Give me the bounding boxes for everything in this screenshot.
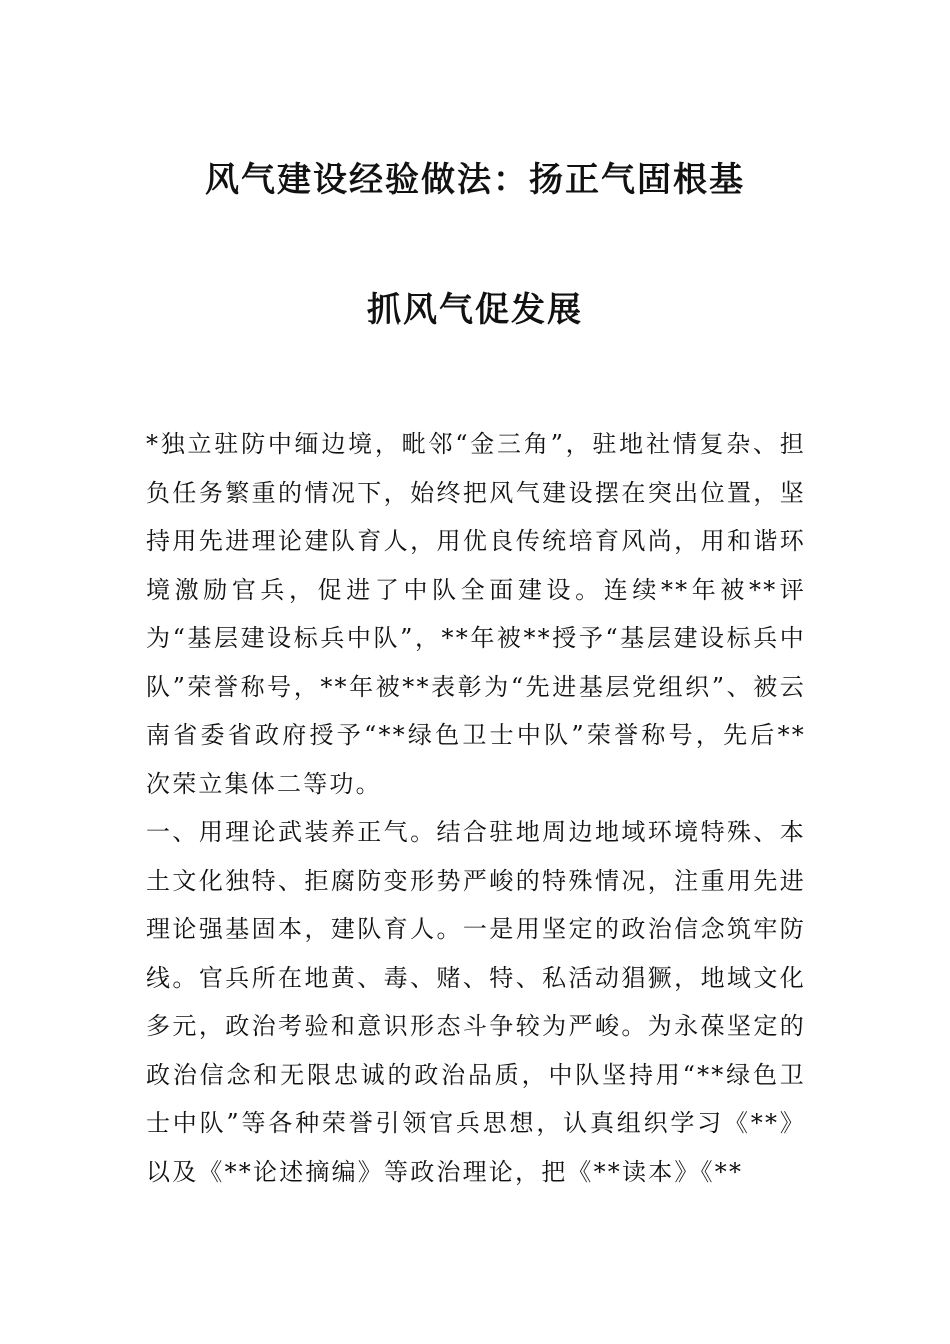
document-title-line-2: 抓风气促发展 [367,290,583,330]
paragraph-section-one: 一、用理论武装养正气。结合驻地周边地域环境特殊、本土文化独特、拒腐防变形势严峻的特殊情况，注重用先进理论强基固本，建队育人。一是用坚定的政治信念筑牢防线。官兵所在地黄、毒、赌、特、私活动猖獗，地域文化多元，政治考验和意识形态斗争较为严峻。为永葆坚定的政治信念和无限忠诚的政治品质，中队坚持用“**绿色卫士中队”等各种荣誉引领官兵思想，认真组织学习《**》以及《**论述摘编》等政治理论，把《**读本》《** [146,818,806,1186]
document-body [146,420,806,1196]
paragraph-intro: *独立驻防中缅边境，毗邻“金三角”，驻地社情复杂、担负任务繁重的情况下，始终把风气建设摆在突出位置，坚持用先进理论建队育人，用优良传统培育风尚，用和谐环境激励官兵，促进了中队全面建设。连续**年被**评为“基层建设标兵中队”，**年被**授予“基层建设标兵中队”荣誉称号，**年被**表彰为“先进基层党组织”、被云南省委省政府授予“**绿色卫士中队”荣誉称号，先后**次荣立集体二等功。 [146,430,806,798]
document-title-line-1: 风气建设经验做法：扬正气固根基 [205,160,745,200]
